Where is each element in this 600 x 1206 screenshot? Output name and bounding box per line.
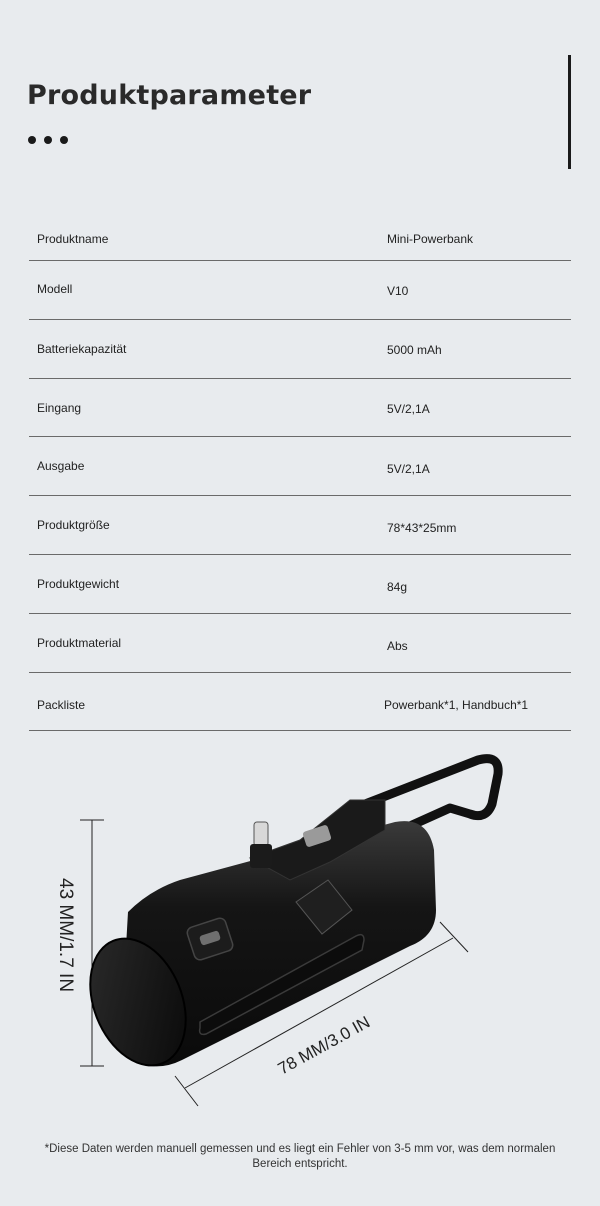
product-illustration <box>0 740 600 1140</box>
page-title: Produktparameter <box>27 80 312 111</box>
dot-icon <box>44 136 52 144</box>
height-dimension <box>80 820 104 1066</box>
spec-row <box>29 210 571 261</box>
footnote: *Diese Daten werden manuell gemessen und es liegt ein Fehler von 3-5 mm vor, was dem normalen Bereich entspricht. <box>44 1143 556 1170</box>
spec-value: 5V/2,1A <box>387 401 430 416</box>
spec-label: Produktname <box>37 232 109 246</box>
spec-row <box>29 673 571 732</box>
spec-label: Ausgabe <box>37 459 85 474</box>
spec-row <box>29 261 571 320</box>
dot-icon <box>60 136 68 144</box>
spec-value: Powerbank*1, Handbuch*1 <box>384 697 529 712</box>
height-label: 43 MM/1.7 IN <box>55 878 76 993</box>
length-label: 78 MM/3.0 IN <box>274 1012 374 1079</box>
decorative-vertical-bar <box>568 55 571 169</box>
spec-row <box>29 555 571 614</box>
spec-label: Modell <box>37 282 73 296</box>
spec-row <box>29 496 571 555</box>
spec-label: Produktmaterial <box>37 635 122 650</box>
lightning-connector-base <box>250 844 272 868</box>
spec-value: V10 <box>387 284 409 298</box>
spec-table <box>29 210 571 731</box>
spec-value: 5V/2,1A <box>387 462 430 477</box>
lightning-connector <box>254 822 268 846</box>
spec-label: Produktgröße <box>37 518 110 533</box>
spec-row <box>29 614 571 673</box>
spec-label: Batteriekapazität <box>37 341 127 356</box>
spec-label: Packliste <box>37 697 86 712</box>
spec-value: Mini-Powerbank <box>387 232 474 246</box>
spec-value: 5000 mAh <box>387 342 442 357</box>
spec-value: 78*43*25mm <box>387 521 457 536</box>
spec-row <box>29 437 571 496</box>
spec-row <box>29 320 571 379</box>
decorative-dots <box>28 136 68 144</box>
spec-row <box>29 379 571 438</box>
spec-label: Produktgewicht <box>37 576 120 591</box>
spec-value: Abs <box>387 638 408 653</box>
spec-label: Eingang <box>37 400 82 415</box>
dot-icon <box>28 136 36 144</box>
spec-value: 84g <box>387 579 408 594</box>
